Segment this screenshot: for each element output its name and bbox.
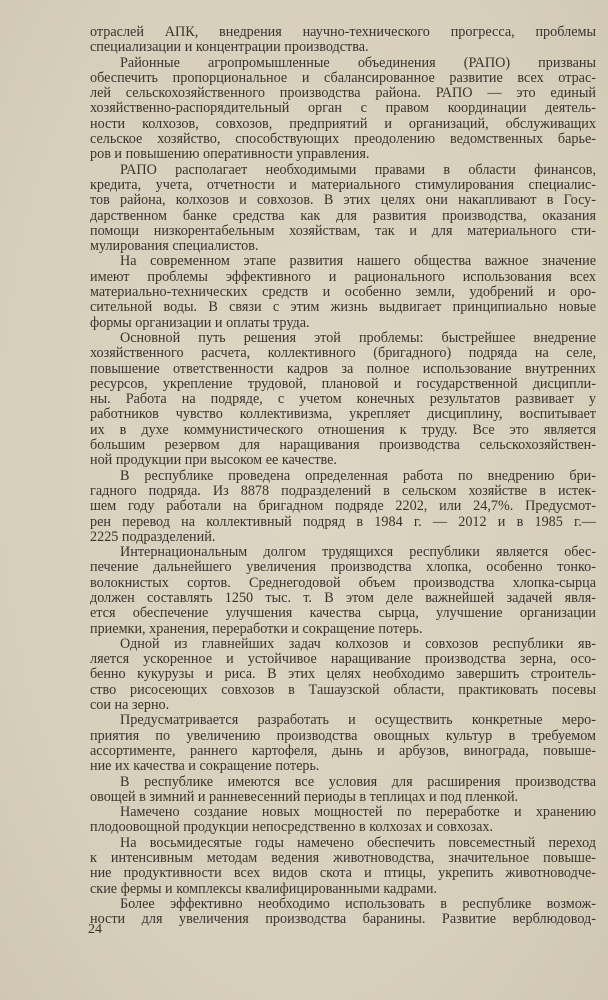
text-line: их в духе коммунистического отношения к труду. Все это является [90,421,596,438]
text-line: лей сельскохозяйственного производства района. РАПО — это единый [90,85,596,102]
text-line: 2225 подразделений. [90,528,216,545]
text-line: хозяйственного расчета, коллективного (бригадного) подряда на селе, [90,345,596,362]
text-line: дарственном банке средства как для развития производства, оказания [90,207,596,224]
text-line: рен перевод на коллективный подряд в 1984 г. — 2012 и в 1985 г.— [90,513,596,530]
text-line: В республике имеются все условия для расширения производства [120,773,596,790]
body-text [90,25,596,928]
text-line: На современном этапе развития нашего общества важное значение [120,253,596,270]
text-line: ресурсов, укрепление трудовой, плановой и государственной дисципли- [90,375,596,392]
text-line: ности для увеличения производства баранины. Развитие верблюдовод- [90,911,596,928]
text-line: сительной воды. В связи с этим жизнь выдвигает принципиально новые [90,299,596,316]
paragraph [90,775,596,806]
text-line: ляется ускоренное и устойчивое наращивание производства зерна, осо- [90,651,596,668]
text-line: Намечено создание новых мощностей по переработке и хранению [120,804,596,821]
text-line: ство рисосеющих совхозов в Ташаузской области, практиковать посевы [90,681,596,698]
text-line: формы организации и оплаты труда. [90,314,310,331]
text-line: помощи низкорентабельным хозяйствам, так и для материального сти- [90,222,596,239]
text-line: шем году работали на бригадном подряде 2202, или 24,7%. Предусмот- [90,498,596,515]
text-line: приятия по увеличению производства овощных культур в требуемом [90,727,596,744]
text-line: ские фермы и комплексы квалифицированными кадрами. [90,880,438,897]
paragraph [90,897,596,928]
text-line: обеспечить пропорциональное и сбалансированное развитие всех отрас- [90,69,596,86]
text-line: специализации и концентрации производства. [90,39,369,56]
paragraph [90,331,596,469]
text-line: работников чувство коллективизма, укрепляет дисциплину, воспитывает [90,406,596,423]
paragraph [90,836,596,897]
text-line: плодоовощной продукции непосредственно в колхозах и совхозах. [90,819,494,836]
text-line: Основной путь решения этой проблемы: быстрейшее внедрение [120,329,596,346]
text-line: материально-технических средств и особенно земли, удобрений и оро- [90,284,596,301]
text-line: ны. Работа на подряде, с учетом конечных результатов развивает у [90,391,596,408]
text-line: гадного подряда. Из 8878 подразделений в сельском хозяйстве в истек- [90,482,596,499]
text-line: На восьмидесятые годы намечено обеспечить повсеместный переход [120,834,596,851]
text-line: кредита, учета, отчетности и материального стимулирования специалис- [90,176,596,193]
text-line: отраслей АПК, внедрения научно-технического прогресса, проблемы [90,24,596,40]
text-line: Районные агропромышленные объединения (РАПО) призваны [120,54,596,71]
text-line: сельское хозяйство, способствующих преодолению ведомственных барье- [90,131,596,148]
text-line: Одной из главнейших задач колхозов и совхозов республики яв- [120,635,596,652]
text-line: РАПО располагает необходимыми правами в области финансов, [120,161,596,178]
paragraph [90,56,596,163]
text-line: к интенсивным методам ведения животноводства, значительное повыше- [90,850,596,867]
text-line: Предусматривается разработать и осуществить конкретные меро- [120,712,596,729]
paragraph [90,713,596,774]
text-line: ние их качества и сокращение потерь. [90,758,320,775]
page-number: 24 [88,922,102,937]
text-line: сои на зерно. [90,697,170,714]
text-line: хозяйственно-распорядительный орган с правом координации деятель- [90,100,596,117]
text-line: волокнистых сортов. Среднегодовой объем производства хлопка-сырца [90,574,596,591]
paragraph [90,637,596,713]
text-line: Интернациональным долгом трудящихся республики является обес- [120,544,596,561]
text-line: ассортименте, раннего картофеля, дынь и арбузов, винограда, повыше- [90,742,596,759]
paragraph [90,805,596,836]
text-line: ности колхозов, совхозов, предприятий и организаций, обслуживащих [90,115,596,132]
text-line: бенно кукурузы и риса. В этих целях необходимо завершить строитель- [90,666,596,683]
text-line: повышение ответственности кадров за полное использование внутренних [90,360,596,377]
paragraph [90,469,596,545]
text-line: мулирования специалистов. [90,238,259,255]
text-line: печение дальнейшего увеличения производства хлопка, особенно тонко- [90,559,596,576]
paragraph [90,545,596,637]
text-line: ние продуктивности всех видов скота и птицы, укрепить животноводче- [90,865,596,882]
paragraph [90,163,596,255]
text-line: В республике проведена определенная работа по внедрению бри- [120,467,596,484]
paragraph [90,254,596,330]
text-line: должен составлять 1250 тыс. т. В этом деле важнейшей задачей явля- [90,589,596,606]
text-line: большим резервом для наращивания производства сельскохозяйствен- [90,437,596,454]
text-line: Более эффективно необходимо использовать в республике возмож- [120,895,596,912]
text-line: тов района, колхозов и совхозов. В этих целях они накапливают в Госу- [90,192,596,209]
text-line: имеют проблемы эффективного и рационального использования всех [90,268,596,285]
text-line: ров и повышению оперативности управления. [90,146,370,163]
text-line: овощей в зимний и ранневесенний периоды в теплицах и под пленкой. [90,788,519,805]
text-line: ется обеспечение улучшения качества сырца, улучшение организации [90,605,596,622]
text-line: ной продукции при высоком ее качестве. [90,452,337,469]
paragraph [90,25,596,56]
text-line: приемки, хранения, переработки и сокращение потерь. [90,620,423,637]
